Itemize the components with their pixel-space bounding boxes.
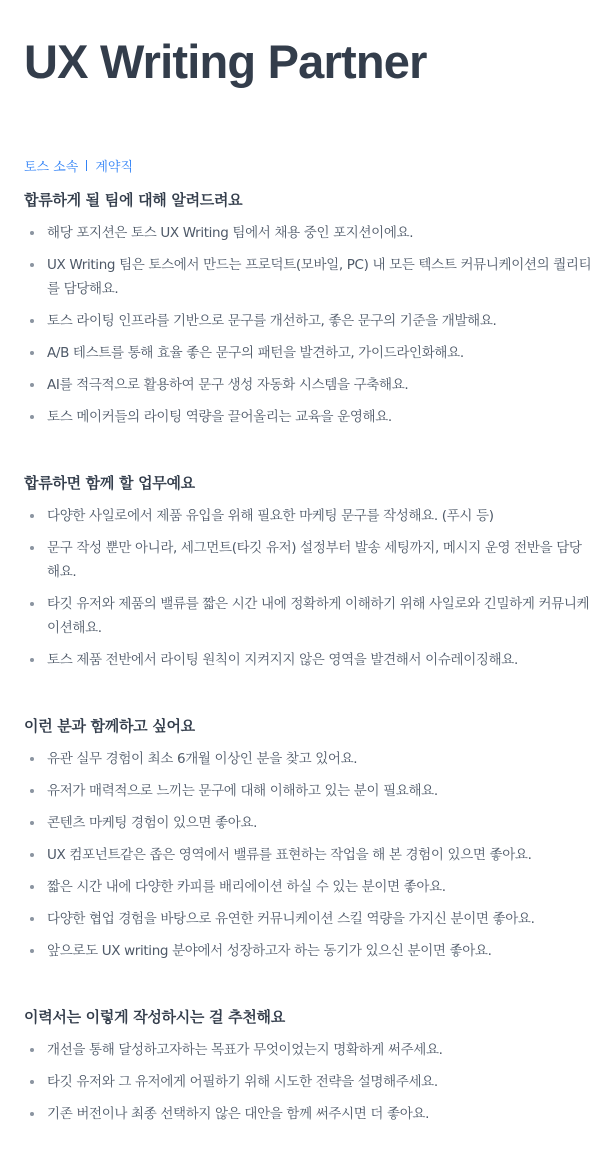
list-item: 유저가 매력적으로 느끼는 문구에 대해 이해하고 있는 분이 필요해요. (24, 779, 604, 803)
list-item: 앞으로도 UX writing 분야에서 성장하고자 하는 동기가 있으신 분이면 좋아요. (24, 939, 604, 963)
section-list (24, 221, 604, 429)
section-title: 이런 분과 함께하고 싶어요 (24, 717, 195, 735)
section-list (24, 747, 604, 963)
meta-divider (86, 160, 87, 171)
list-item: AI를 적극적으로 활용하여 문구 생성 자동화 시스템을 구축해요. (24, 373, 604, 397)
section-resume-tips (24, 1004, 604, 1126)
list-item: 콘텐츠 마케팅 경험이 있으면 좋아요. (24, 811, 604, 835)
list-item: 기존 버전이나 최종 선택하지 않은 대안을 함께 써주시면 더 좋아요. (24, 1102, 604, 1126)
list-item: 타깃 유저와 그 유저에게 어필하기 위해 시도한 전략을 설명해주세요. (24, 1070, 604, 1094)
list-item: 다양한 사일로에서 제품 유입을 위해 필요한 마케팅 문구를 작성해요. (푸시 등) (24, 504, 604, 528)
list-item: 토스 메이커들의 라이팅 역량을 끌어올리는 교육을 운영해요. (24, 405, 604, 429)
section-list (24, 1038, 604, 1126)
list-item: 토스 제품 전반에서 라이팅 원칙이 지켜지지 않은 영역을 발견해서 이슈레이징해요. (24, 648, 604, 672)
list-item: A/B 테스트를 통해 효율 좋은 문구의 패턴을 발견하고, 가이드라인화해요. (24, 341, 604, 365)
list-item: UX 컴포넌트같은 좁은 영역에서 밸류를 표현하는 작업을 해 본 경험이 있으면 좋아요. (24, 843, 604, 867)
employment-type-label: 계약직 (95, 159, 134, 175)
list-item: 유관 실무 경험이 최소 6개월 이상인 분을 찾고 있어요. (24, 747, 604, 771)
section-team-intro (24, 187, 604, 429)
list-item: 짧은 시간 내에 다양한 카피를 배리에이션 하실 수 있는 분이면 좋아요. (24, 875, 604, 899)
list-item: 토스 라이팅 인프라를 기반으로 문구를 개선하고, 좋은 문구의 기준을 개발해요. (24, 309, 604, 333)
list-item: 개선을 통해 달성하고자하는 목표가 무엇이었는지 명확하게 써주세요. (24, 1038, 604, 1062)
affiliation-label: 토스 소속 (24, 159, 79, 175)
list-item: 해당 포지션은 토스 UX Writing 팀에서 채용 중인 포지션이에요. (24, 221, 604, 245)
section-title: 이력서는 이렇게 작성하시는 걸 추천해요 (24, 1008, 285, 1026)
section-title: 합류하게 될 팀에 대해 알려드려요 (24, 191, 243, 209)
section-qualifications (24, 713, 604, 963)
job-meta (24, 155, 604, 175)
page-title: UX Writing Partner (24, 35, 427, 88)
list-item: 다양한 협업 경험을 바탕으로 유연한 커뮤니케이션 스킬 역량을 가지신 분이면 좋아요. (24, 907, 604, 931)
list-item: 문구 작성 뿐만 아니라, 세그먼트(타깃 유저) 설정부터 발송 세팅까지, 메시지 운영 전반을 담당해요. (24, 536, 604, 584)
section-title: 합류하면 함께 할 업무예요 (24, 474, 195, 492)
list-item: 타깃 유저와 제품의 밸류를 짧은 시간 내에 정확하게 이해하기 위해 사일로와 긴밀하게 커뮤니케이션해요. (24, 592, 604, 640)
list-item: UX Writing 팀은 토스에서 만드는 프로덕트(모바일, PC) 내 모든 텍스트 커뮤니케이션의 퀄리티를 담당해요. (24, 253, 604, 301)
section-responsibilities (24, 470, 604, 672)
section-list (24, 504, 604, 672)
